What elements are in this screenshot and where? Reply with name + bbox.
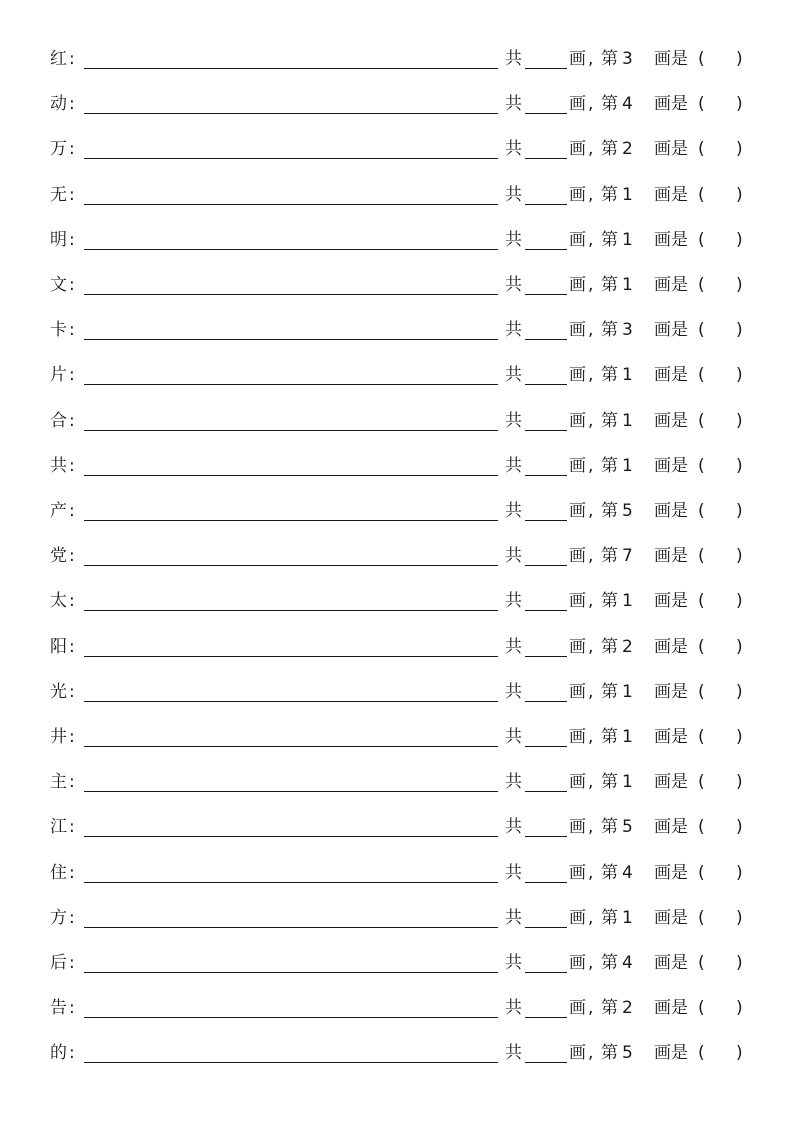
worksheet-row (0, 903, 793, 933)
stroke-number: 2 (622, 636, 633, 657)
total-strokes-prefix: 共 (505, 94, 522, 115)
comma: , (588, 727, 594, 747)
stroke-is-label: 画是 (654, 184, 688, 205)
ordinal-prefix: 第 (601, 591, 618, 612)
worksheet-row (0, 225, 793, 255)
stroke-number: 4 (622, 953, 633, 973)
ordinal-prefix: 第 (601, 139, 618, 160)
stroke-count-blank[interactable] (525, 520, 567, 521)
comma: , (588, 772, 594, 793)
answer-close-paren: ) (736, 139, 743, 160)
stroke-number: 4 (622, 862, 633, 883)
answer-close-paren: ) (736, 229, 743, 250)
ordinal-prefix: 第 (601, 727, 618, 747)
stroke-is-label: 画是 (654, 591, 688, 612)
stroke-is-label: 画是 (654, 727, 688, 747)
stroke-number: 1 (622, 681, 633, 702)
stroke-count-blank[interactable] (525, 791, 567, 792)
character-label: 后 (50, 953, 67, 973)
colon: : (69, 184, 75, 205)
answer-close-paren: ) (736, 998, 743, 1019)
worksheet-row (0, 180, 793, 210)
character-label: 井 (50, 727, 67, 747)
stroke-count-blank[interactable] (525, 475, 567, 476)
total-strokes-prefix: 共 (505, 455, 522, 476)
answer-close-paren: ) (736, 1043, 743, 1064)
colon: : (69, 727, 75, 747)
stroke-is-label: 画是 (654, 817, 688, 838)
answer-close-paren: ) (736, 817, 743, 838)
stroke-count-blank[interactable] (525, 1062, 567, 1063)
stroke-number: 2 (622, 139, 633, 160)
stroke-number: 7 (622, 546, 633, 567)
answer-open-paren: ( (698, 727, 705, 747)
character-label: 产 (50, 501, 67, 521)
answer-open-paren: ( (698, 591, 705, 612)
answer-close-paren: ) (736, 365, 743, 386)
stroke-is-label: 画是 (654, 546, 688, 567)
total-strokes-prefix: 共 (505, 681, 522, 702)
stroke-count-blank[interactable] (525, 610, 567, 611)
worksheet-row (0, 89, 793, 119)
stroke-count-blank[interactable] (525, 565, 567, 566)
ordinal-prefix: 第 (601, 410, 618, 431)
colon: : (69, 365, 75, 386)
strokes-unit: 画 (569, 727, 586, 747)
strokes-unit: 画 (569, 636, 586, 657)
stroke-count-blank[interactable] (525, 68, 567, 69)
stroke-number: 1 (622, 410, 633, 431)
total-strokes-prefix: 共 (505, 501, 522, 521)
stroke-count-blank[interactable] (525, 204, 567, 205)
strokes-unit: 画 (569, 455, 586, 476)
colon: : (69, 49, 75, 69)
ordinal-prefix: 第 (601, 636, 618, 657)
stroke-is-label: 画是 (654, 455, 688, 476)
colon: : (69, 907, 75, 928)
stroke-count-blank[interactable] (525, 836, 567, 837)
ordinal-prefix: 第 (601, 184, 618, 205)
stroke-number: 1 (622, 229, 633, 250)
stroke-number: 4 (622, 94, 633, 115)
answer-open-paren: ( (698, 817, 705, 838)
character-label: 太 (50, 591, 67, 612)
total-strokes-prefix: 共 (505, 772, 522, 793)
strokes-unit: 画 (569, 862, 586, 883)
answer-open-paren: ( (698, 229, 705, 250)
comma: , (588, 410, 594, 431)
strokes-unit: 画 (569, 139, 586, 160)
character-label: 阳 (50, 636, 67, 657)
character-label: 片 (50, 365, 67, 386)
stroke-is-label: 画是 (654, 320, 688, 341)
worksheet-row (0, 496, 793, 526)
character-label: 方 (50, 907, 67, 928)
total-strokes-prefix: 共 (505, 410, 522, 431)
comma: , (588, 94, 594, 115)
worksheet-row (0, 632, 793, 662)
strokes-unit: 画 (569, 546, 586, 567)
stroke-order-writing-line[interactable] (84, 339, 498, 340)
comma: , (588, 817, 594, 838)
stroke-number: 1 (622, 772, 633, 793)
comma: , (588, 1043, 594, 1064)
stroke-is-label: 画是 (654, 410, 688, 431)
stroke-count-blank[interactable] (525, 249, 567, 250)
answer-open-paren: ( (698, 410, 705, 431)
comma: , (588, 229, 594, 250)
stroke-is-label: 画是 (654, 907, 688, 928)
stroke-order-writing-line[interactable] (84, 430, 498, 431)
colon: : (69, 320, 75, 341)
stroke-count-blank[interactable] (525, 746, 567, 747)
answer-open-paren: ( (698, 94, 705, 115)
worksheet-row (0, 315, 793, 345)
stroke-is-label: 画是 (654, 365, 688, 386)
total-strokes-prefix: 共 (505, 907, 522, 928)
answer-open-paren: ( (698, 681, 705, 702)
character-label: 合 (50, 410, 67, 431)
strokes-unit: 画 (569, 681, 586, 702)
character-label: 江 (50, 817, 67, 838)
character-label: 党 (50, 546, 67, 567)
stroke-order-writing-line[interactable] (84, 1062, 498, 1063)
worksheet-row (0, 722, 793, 752)
ordinal-prefix: 第 (601, 229, 618, 250)
strokes-unit: 画 (569, 907, 586, 928)
stroke-count-blank[interactable] (525, 339, 567, 340)
worksheet-row (0, 948, 793, 978)
stroke-order-writing-line[interactable] (84, 294, 498, 295)
strokes-unit: 画 (569, 1043, 586, 1064)
ordinal-prefix: 第 (601, 772, 618, 793)
stroke-number: 1 (622, 365, 633, 386)
strokes-unit: 画 (569, 501, 586, 521)
answer-open-paren: ( (698, 365, 705, 386)
stroke-is-label: 画是 (654, 49, 688, 69)
colon: : (69, 862, 75, 883)
colon: : (69, 275, 75, 295)
stroke-number: 5 (622, 1043, 633, 1064)
stroke-number: 1 (622, 907, 633, 928)
stroke-order-writing-line[interactable] (84, 836, 498, 837)
stroke-count-blank[interactable] (525, 882, 567, 883)
answer-close-paren: ) (736, 953, 743, 973)
character-label: 主 (50, 772, 67, 793)
answer-close-paren: ) (736, 275, 743, 295)
colon: : (69, 139, 75, 160)
stroke-order-writing-line[interactable] (84, 158, 498, 159)
worksheet-row (0, 858, 793, 888)
stroke-is-label: 画是 (654, 94, 688, 115)
total-strokes-prefix: 共 (505, 862, 522, 883)
total-strokes-prefix: 共 (505, 953, 522, 973)
character-label: 告 (50, 998, 67, 1019)
ordinal-prefix: 第 (601, 94, 618, 115)
stroke-number: 1 (622, 455, 633, 476)
worksheet-row (0, 44, 793, 74)
stroke-number: 5 (622, 501, 633, 521)
worksheet-row (0, 586, 793, 616)
colon: : (69, 1043, 75, 1064)
character-label: 无 (50, 184, 67, 205)
worksheet-row (0, 134, 793, 164)
comma: , (588, 49, 594, 69)
answer-open-paren: ( (698, 907, 705, 928)
stroke-order-writing-line[interactable] (84, 68, 498, 69)
answer-close-paren: ) (736, 636, 743, 657)
strokes-unit: 画 (569, 410, 586, 431)
answer-open-paren: ( (698, 139, 705, 160)
total-strokes-prefix: 共 (505, 229, 522, 250)
stroke-is-label: 画是 (654, 681, 688, 702)
stroke-is-label: 画是 (654, 772, 688, 793)
worksheet-row (0, 993, 793, 1023)
answer-open-paren: ( (698, 772, 705, 793)
total-strokes-prefix: 共 (505, 998, 522, 1019)
answer-open-paren: ( (698, 546, 705, 567)
strokes-unit: 画 (569, 49, 586, 69)
comma: , (588, 501, 594, 521)
stroke-order-writing-line[interactable] (84, 656, 498, 657)
total-strokes-prefix: 共 (505, 1043, 522, 1064)
worksheet-row (0, 1038, 793, 1068)
character-label: 明 (50, 229, 67, 250)
answer-close-paren: ) (736, 907, 743, 928)
total-strokes-prefix: 共 (505, 365, 522, 386)
answer-close-paren: ) (736, 546, 743, 567)
character-label: 住 (50, 862, 67, 883)
answer-close-paren: ) (736, 681, 743, 702)
answer-close-paren: ) (736, 772, 743, 793)
stroke-order-writing-line[interactable] (84, 927, 498, 928)
ordinal-prefix: 第 (601, 1043, 618, 1064)
character-label: 共 (50, 455, 67, 476)
ordinal-prefix: 第 (601, 546, 618, 567)
total-strokes-prefix: 共 (505, 727, 522, 747)
stroke-number: 3 (622, 49, 633, 69)
stroke-count-blank[interactable] (525, 656, 567, 657)
stroke-order-writing-line[interactable] (84, 701, 498, 702)
stroke-order-writing-line[interactable] (84, 520, 498, 521)
stroke-number: 1 (622, 591, 633, 612)
comma: , (588, 907, 594, 928)
strokes-unit: 画 (569, 365, 586, 386)
total-strokes-prefix: 共 (505, 591, 522, 612)
colon: : (69, 94, 75, 115)
answer-open-paren: ( (698, 998, 705, 1019)
answer-open-paren: ( (698, 49, 705, 69)
total-strokes-prefix: 共 (505, 275, 522, 295)
colon: : (69, 455, 75, 476)
ordinal-prefix: 第 (601, 501, 618, 521)
colon: : (69, 229, 75, 250)
total-strokes-prefix: 共 (505, 139, 522, 160)
ordinal-prefix: 第 (601, 49, 618, 69)
colon: : (69, 817, 75, 838)
ordinal-prefix: 第 (601, 817, 618, 838)
stroke-order-writing-line[interactable] (84, 384, 498, 385)
character-label: 动 (50, 94, 67, 115)
worksheet-row (0, 812, 793, 842)
stroke-number: 1 (622, 275, 633, 295)
comma: , (588, 998, 594, 1019)
strokes-unit: 画 (569, 772, 586, 793)
colon: : (69, 501, 75, 521)
colon: : (69, 546, 75, 567)
worksheet-row (0, 270, 793, 300)
ordinal-prefix: 第 (601, 998, 618, 1019)
stroke-order-writing-line[interactable] (84, 746, 498, 747)
stroke-is-label: 画是 (654, 998, 688, 1019)
worksheet-row (0, 767, 793, 797)
stroke-order-writing-line[interactable] (84, 882, 498, 883)
strokes-unit: 画 (569, 998, 586, 1019)
comma: , (588, 546, 594, 567)
stroke-count-blank[interactable] (525, 113, 567, 114)
worksheet-row (0, 677, 793, 707)
stroke-number: 1 (622, 184, 633, 205)
answer-open-paren: ( (698, 636, 705, 657)
stroke-order-writing-line[interactable] (84, 1017, 498, 1018)
stroke-order-writing-line[interactable] (84, 972, 498, 973)
answer-close-paren: ) (736, 501, 743, 521)
total-strokes-prefix: 共 (505, 49, 522, 69)
stroke-number: 2 (622, 998, 633, 1019)
character-label: 万 (50, 139, 67, 160)
stroke-is-label: 画是 (654, 229, 688, 250)
strokes-unit: 画 (569, 275, 586, 295)
stroke-count-blank[interactable] (525, 1017, 567, 1018)
answer-open-paren: ( (698, 275, 705, 295)
answer-close-paren: ) (736, 94, 743, 115)
character-label: 光 (50, 681, 67, 702)
ordinal-prefix: 第 (601, 455, 618, 476)
character-label: 卡 (50, 320, 67, 341)
worksheet-row (0, 406, 793, 436)
total-strokes-prefix: 共 (505, 184, 522, 205)
answer-open-paren: ( (698, 1043, 705, 1064)
answer-close-paren: ) (736, 320, 743, 341)
stroke-order-writing-line[interactable] (84, 113, 498, 114)
stroke-order-writing-line[interactable] (84, 475, 498, 476)
total-strokes-prefix: 共 (505, 636, 522, 657)
stroke-count-blank[interactable] (525, 294, 567, 295)
stroke-count-blank[interactable] (525, 927, 567, 928)
answer-close-paren: ) (736, 49, 743, 69)
stroke-count-blank[interactable] (525, 972, 567, 973)
strokes-unit: 画 (569, 184, 586, 205)
total-strokes-prefix: 共 (505, 817, 522, 838)
stroke-number: 5 (622, 817, 633, 838)
colon: : (69, 410, 75, 431)
answer-open-paren: ( (698, 862, 705, 883)
stroke-order-writing-line[interactable] (84, 565, 498, 566)
stroke-is-label: 画是 (654, 139, 688, 160)
ordinal-prefix: 第 (601, 907, 618, 928)
comma: , (588, 365, 594, 386)
colon: : (69, 953, 75, 973)
comma: , (588, 591, 594, 612)
stroke-is-label: 画是 (654, 275, 688, 295)
character-label: 的 (50, 1043, 67, 1064)
stroke-number: 1 (622, 727, 633, 747)
stroke-is-label: 画是 (654, 1043, 688, 1064)
stroke-is-label: 画是 (654, 501, 688, 521)
strokes-unit: 画 (569, 817, 586, 838)
stroke-is-label: 画是 (654, 953, 688, 973)
comma: , (588, 681, 594, 702)
answer-close-paren: ) (736, 591, 743, 612)
comma: , (588, 953, 594, 973)
answer-close-paren: ) (736, 862, 743, 883)
ordinal-prefix: 第 (601, 320, 618, 341)
comma: , (588, 275, 594, 295)
worksheet-row (0, 451, 793, 481)
colon: : (69, 681, 75, 702)
comma: , (588, 184, 594, 205)
total-strokes-prefix: 共 (505, 320, 522, 341)
comma: , (588, 320, 594, 341)
strokes-unit: 画 (569, 320, 586, 341)
stroke-is-label: 画是 (654, 862, 688, 883)
colon: : (69, 998, 75, 1019)
answer-open-paren: ( (698, 953, 705, 973)
strokes-unit: 画 (569, 591, 586, 612)
total-strokes-prefix: 共 (505, 546, 522, 567)
answer-close-paren: ) (736, 727, 743, 747)
answer-open-paren: ( (698, 501, 705, 521)
stroke-count-blank[interactable] (525, 430, 567, 431)
stroke-order-writing-line[interactable] (84, 249, 498, 250)
ordinal-prefix: 第 (601, 681, 618, 702)
answer-open-paren: ( (698, 455, 705, 476)
strokes-unit: 画 (569, 953, 586, 973)
character-label: 文 (50, 275, 67, 295)
stroke-count-blank[interactable] (525, 158, 567, 159)
comma: , (588, 455, 594, 476)
ordinal-prefix: 第 (601, 365, 618, 386)
comma: , (588, 862, 594, 883)
colon: : (69, 772, 75, 793)
ordinal-prefix: 第 (601, 862, 618, 883)
answer-close-paren: ) (736, 184, 743, 205)
answer-open-paren: ( (698, 320, 705, 341)
stroke-order-writing-line[interactable] (84, 204, 498, 205)
ordinal-prefix: 第 (601, 275, 618, 295)
stroke-count-blank[interactable] (525, 701, 567, 702)
answer-close-paren: ) (736, 455, 743, 476)
colon: : (69, 591, 75, 612)
comma: , (588, 139, 594, 160)
worksheet-row (0, 541, 793, 571)
answer-close-paren: ) (736, 410, 743, 431)
stroke-number: 3 (622, 320, 633, 341)
comma: , (588, 636, 594, 657)
strokes-unit: 画 (569, 229, 586, 250)
stroke-order-writing-line[interactable] (84, 791, 498, 792)
strokes-unit: 画 (569, 94, 586, 115)
character-label: 红 (50, 49, 67, 69)
ordinal-prefix: 第 (601, 953, 618, 973)
stroke-count-blank[interactable] (525, 384, 567, 385)
stroke-order-writing-line[interactable] (84, 610, 498, 611)
answer-open-paren: ( (698, 184, 705, 205)
worksheet-row (0, 360, 793, 390)
stroke-is-label: 画是 (654, 636, 688, 657)
colon: : (69, 636, 75, 657)
